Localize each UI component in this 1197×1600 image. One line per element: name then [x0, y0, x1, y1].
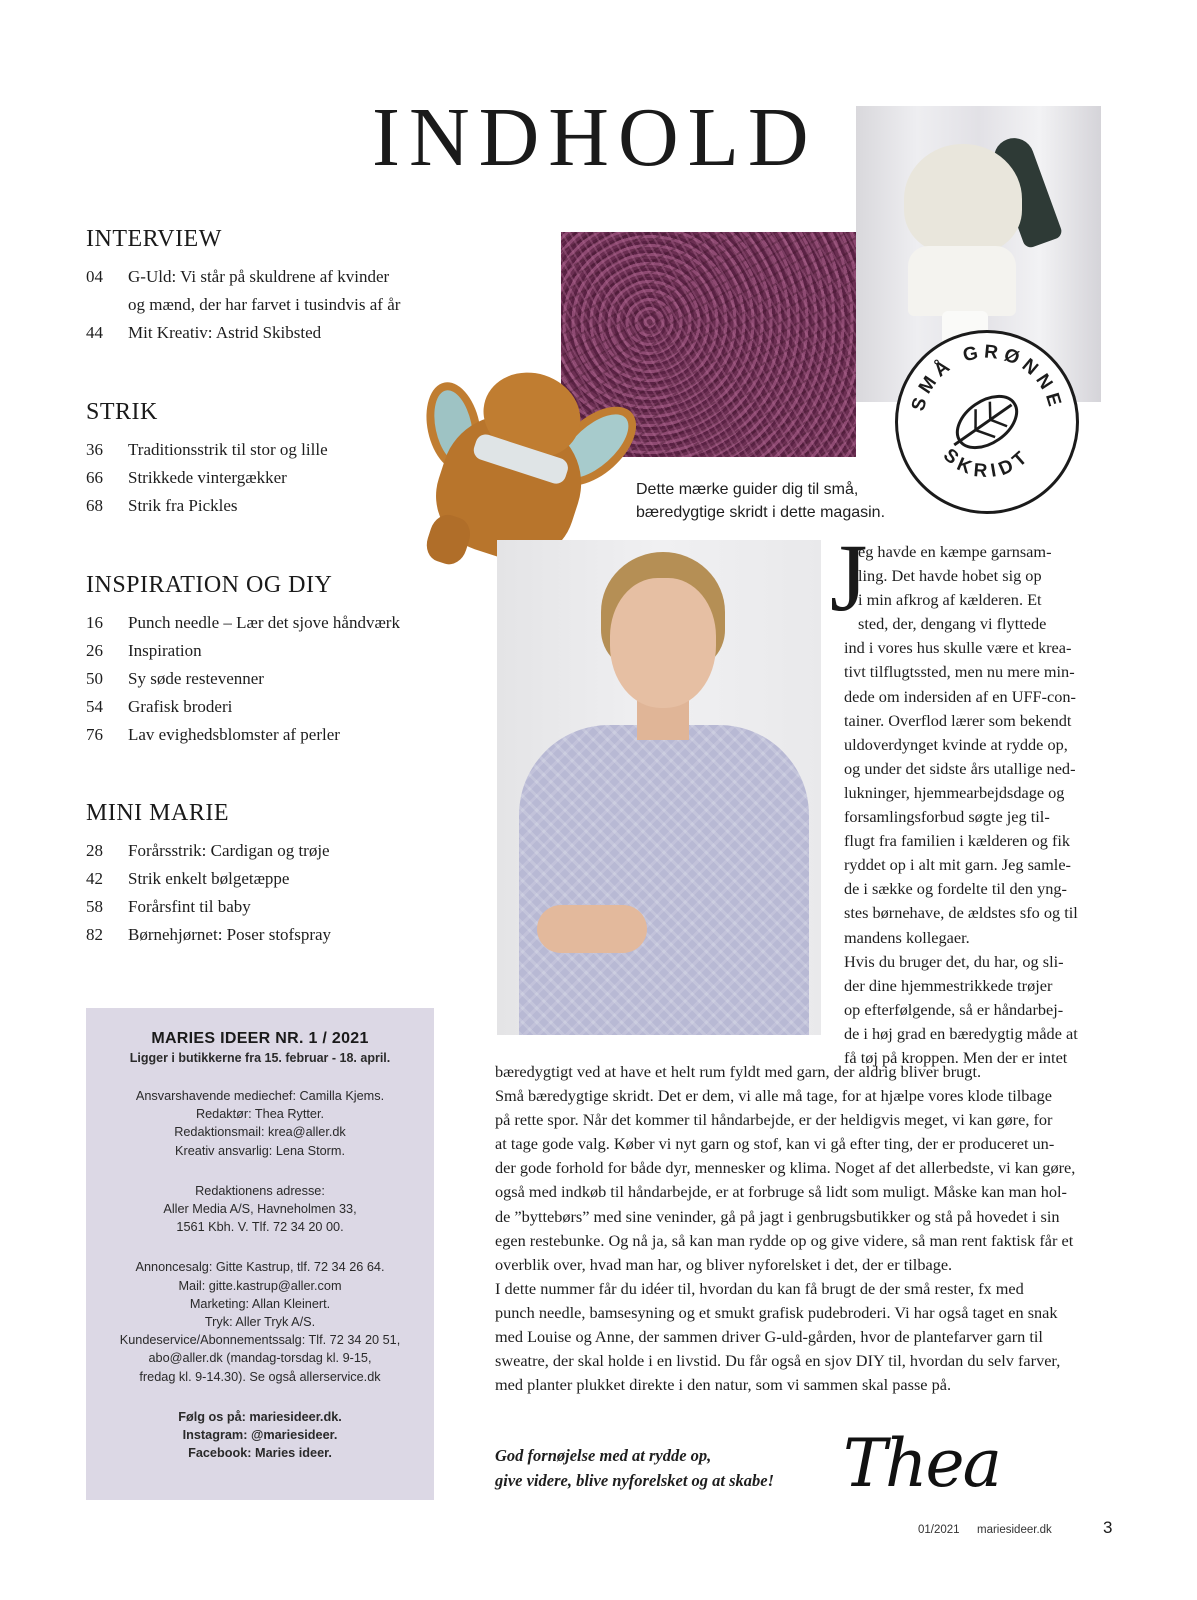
editorial-line: og under det sidste års utallige ned-	[844, 758, 1076, 778]
editorial-line: med planter plukket direkte i den natur, som vi sammen skal passe på.	[495, 1375, 952, 1395]
colophon-line: fredag kl. 9-14.30). Se også allerservice.dk	[139, 1369, 381, 1384]
colophon-follow-line: Følg os på: mariesideer.dk.	[178, 1409, 342, 1424]
toc-heading: INSPIRATION OG DIY	[86, 572, 333, 598]
colophon-group	[86, 1182, 434, 1237]
toc-item	[86, 609, 400, 637]
editorial-line: de i sække og fordelte til den yng-	[844, 879, 1067, 899]
editorial-line: punch needle, bamsesyning og et smukt grafisk pudebroderi. Vi har også taget en snak	[495, 1302, 1058, 1322]
editorial-line: ryddet op i alt mit garn. Jeg samle-	[844, 855, 1071, 875]
toc-item	[86, 665, 400, 693]
toc-item	[86, 464, 328, 492]
badge-top-text: SMÅ GRØNNE	[907, 341, 1067, 414]
editorial-body	[495, 1060, 1119, 1397]
editorial-line: Hvis du bruger det, du har, og sli-	[844, 951, 1064, 971]
toc-item	[86, 436, 328, 464]
toc-page-number: 26	[86, 641, 103, 660]
colophon-line: Ansvarshavende mediechef: Camilla Kjems.	[135, 1089, 385, 1103]
signoff: God fornøjelse med at rydde op, give videre, blive nyforelsket og at skabe!	[495, 1446, 775, 1490]
editorial-line: op efterfølgende, så er håndarbej-	[844, 999, 1064, 1019]
toc-item-title: Grafisk broderi	[128, 697, 233, 716]
editorial-line: at tage gode valg. Køber vi nyt garn og stof, kan vi gå efter ting, der er produceret un-	[495, 1134, 1055, 1154]
svg-text:SMÅ GRØNNE	[908, 341, 1066, 413]
toc-item-title: Inspiration	[128, 641, 202, 660]
editorial-line: med Louise og Anne, der sammen driver G-uld-gården, hvor de plantefarver garn til	[495, 1327, 1043, 1347]
colophon-title: MARIES IDEER NR. 1 / 2021	[151, 1030, 369, 1047]
colophon-line: Mail: gitte.kastrup@aller.com	[178, 1278, 342, 1293]
editorial-line: ling. Det havde hobet sig op	[858, 566, 1042, 586]
colophon-line: Kundeservice/Abonnementssalg: Tlf. 72 34 20 51,	[119, 1333, 401, 1348]
toc-page-number: 66	[86, 468, 103, 487]
editorial-line: der dine hjemmestrikkede trøjer	[844, 975, 1053, 995]
toc-section	[86, 399, 328, 520]
toc-item	[86, 893, 331, 921]
badge-caption: Dette mærke guider dig til små, bæredygtige skridt i dette magasin.	[636, 481, 886, 521]
toc-page-number: 36	[86, 440, 103, 459]
editorial-line: I dette nummer får du idéer til, hvordan du kan få brugt de der små rester, fx med	[495, 1278, 1024, 1298]
toc-item	[86, 637, 400, 665]
editorial-line: mandens kollegaer.	[844, 927, 970, 947]
editorial-line: eg havde en kæmpe garnsam-	[858, 542, 1052, 561]
toc-item-title: Strikkede vintergækker	[128, 468, 287, 487]
colophon-line: 1561 Kbh. V. Tlf. 72 34 20 00.	[176, 1220, 344, 1235]
editorial-line: tainer. Overflod lærer som bekendt	[844, 710, 1072, 730]
toc-page-number: 68	[86, 496, 103, 515]
toc-page-number	[86, 291, 128, 319]
editorial-line: de ”byttebørs” med sine veninder, gå på jagt i genbrugsbutikker og stå på hovedet i sin	[495, 1206, 1060, 1226]
colophon-line: Aller Media A/S, Havneholmen 33,	[163, 1202, 357, 1217]
editorial-line: sted, der, dengang vi flyttede	[858, 614, 1047, 634]
colophon-group	[86, 1087, 434, 1160]
colophon-line: Redaktør: Thea Rytter.	[195, 1107, 325, 1122]
editorial-line: også med indkøb til håndarbejde, er at forbruge så lidt som muligt. Måske kan man hol-	[495, 1182, 1067, 1202]
footer-issue: 01/2021	[918, 1524, 960, 1536]
toc-page-number: 04	[86, 267, 103, 286]
toc-item-title: Mit Kreativ: Astrid Skibsted	[128, 323, 322, 342]
editorial-line: der gode forhold for både dyr, mennesker og klima. Noget af det allerbedste, vi kan gøre,	[495, 1158, 1076, 1178]
colophon-group	[86, 1258, 434, 1385]
editorial-line: bæredygtigt ved at have et helt rum fyldt med garn, der aldrig bliver brugt.	[495, 1062, 982, 1081]
toc-page-number: 82	[86, 925, 103, 944]
page-number: 3	[1103, 1518, 1113, 1537]
page-title: INDHOLD	[372, 91, 818, 184]
toc-section	[86, 800, 331, 949]
toc-item-title: Børnehjørnet: Poser stofspray	[128, 925, 332, 944]
colophon-line: Redaktionens adresse:	[195, 1183, 325, 1198]
colophon-line: Annoncesalg: Gitte Kastrup, tlf. 72 34 26 64.	[135, 1260, 385, 1275]
toc-heading: MINI MARIE	[86, 800, 229, 826]
svg-text:SKRIDT	[939, 445, 1035, 483]
editorial-line: lukninger, hjemmearbejdsdage og	[844, 782, 1065, 802]
toc-page-number: 76	[86, 725, 103, 744]
toc-item	[86, 492, 328, 520]
editorial-line: stes børnehave, de ældstes sfo og til	[844, 903, 1078, 923]
toc-item	[86, 319, 400, 347]
toc-item	[86, 721, 400, 749]
colophon-subtitle: Ligger i butikkerne fra 15. februar - 18. april.	[129, 1051, 391, 1065]
small-green-steps-badge	[895, 330, 1079, 514]
colophon-line: Kreativ ansvarlig: Lena Storm.	[175, 1143, 345, 1158]
toc-heading: STRIK	[86, 399, 158, 425]
toc-item-title: Forårsstrik: Cardigan og trøje	[128, 841, 330, 860]
toc-page-number: 50	[86, 669, 103, 688]
colophon-line: Redaktionsmail: krea@aller.dk	[174, 1125, 346, 1140]
toc-item-title: og mænd, der har farvet i tusindvis af år	[128, 295, 401, 314]
toc-page-number: 28	[86, 841, 103, 860]
toc-page-number: 42	[86, 869, 103, 888]
editorial-line: de i høj grad en bæredygtig måde at	[844, 1023, 1078, 1043]
colophon-follow	[86, 1408, 434, 1463]
drop-cap: J	[830, 524, 868, 631]
toc-item-title: Lav evighedsblomster af perler	[128, 725, 340, 744]
toc-item-title: Strik enkelt bølgetæppe	[128, 869, 290, 888]
editorial-line: få tøj på kroppen. Men der er intet	[844, 1047, 1068, 1067]
editorial-line: tivt tilflugtssted, men nu mere min-	[844, 662, 1075, 682]
toc-item	[86, 837, 331, 865]
colophon-follow-line: Facebook: Maries ideer.	[188, 1446, 332, 1461]
editorial-line: sweatre, der skal holde i en livstid. Du får også en sjov DIY til, hvordan du selv farver,	[495, 1351, 1061, 1371]
badge-bottom-text: SKRIDT	[938, 444, 1036, 483]
toc-item	[86, 865, 331, 893]
editorial-line: uldoverdynget kvinde at rydde op,	[844, 734, 1068, 754]
toc-item	[86, 921, 331, 949]
footer-site: mariesideer.dk	[977, 1524, 1052, 1536]
editorial-line: i min afkrog af kælderen. Et	[858, 590, 1042, 610]
toc-page-number: 44	[86, 323, 103, 342]
editorial-line: dede om indersiden af en UFF-con-	[844, 686, 1076, 706]
toc-page-number: 54	[86, 697, 103, 716]
editorial-line: Små bæredygtige skridt. Det er dem, vi alle må tage, for at hjælpe vores klode tilbage	[495, 1086, 1053, 1106]
editorial-line: overblik over, hvad man har, og bliver nyforelsket i det, der er tilbage.	[495, 1254, 953, 1274]
toc-section	[86, 226, 400, 347]
colophon-line: Tryk: Aller Tryk A/S.	[204, 1315, 316, 1330]
toc-item	[86, 693, 400, 721]
toc-page-number: 58	[86, 897, 103, 916]
toc-item-title: Strik fra Pickles	[128, 496, 238, 515]
toc-page-number: 16	[86, 613, 103, 632]
editorial-line: forsamlingsforbud søgte jeg til-	[844, 807, 1050, 827]
toc-heading: INTERVIEW	[86, 226, 222, 252]
toc-item-title: Punch needle – Lær det sjove håndværk	[128, 613, 400, 632]
editorial-line: ind i vores hus skulle være et krea-	[844, 638, 1072, 658]
editor-portrait-photo	[497, 540, 821, 1035]
colophon-box	[86, 1008, 434, 1500]
signature: Thea	[843, 1425, 1000, 1502]
colophon-line: Marketing: Allan Kleinert.	[189, 1296, 331, 1311]
editorial-line: flugt fra familien i kælderen og fik	[844, 831, 1071, 851]
toc-item	[86, 291, 400, 319]
toc-item	[86, 263, 400, 291]
toc-item-title: Forårsfint til baby	[128, 897, 251, 916]
editorial-line: på rette spor. Når det kommer til håndarbejde, er der heldigvis meget, vi kan gøre, for	[495, 1110, 1053, 1130]
editorial-line: egen restebunke. Og nå ja, så kan man rydde op og give videre, så man rent faktisk får et	[495, 1230, 1074, 1250]
toc-item-title: Sy søde restevenner	[128, 669, 264, 688]
editorial-column	[844, 540, 1104, 1070]
toc-item-title: G-Uld: Vi står på skuldrene af kvinder	[128, 267, 390, 286]
toc-section	[86, 572, 400, 749]
toc-item-title: Traditionsstrik til stor og lille	[128, 440, 328, 459]
colophon-line: abo@aller.dk (mandag-torsdag kl. 9-15,	[148, 1351, 372, 1366]
colophon-follow-line: Instagram: @mariesideer.	[182, 1428, 338, 1443]
